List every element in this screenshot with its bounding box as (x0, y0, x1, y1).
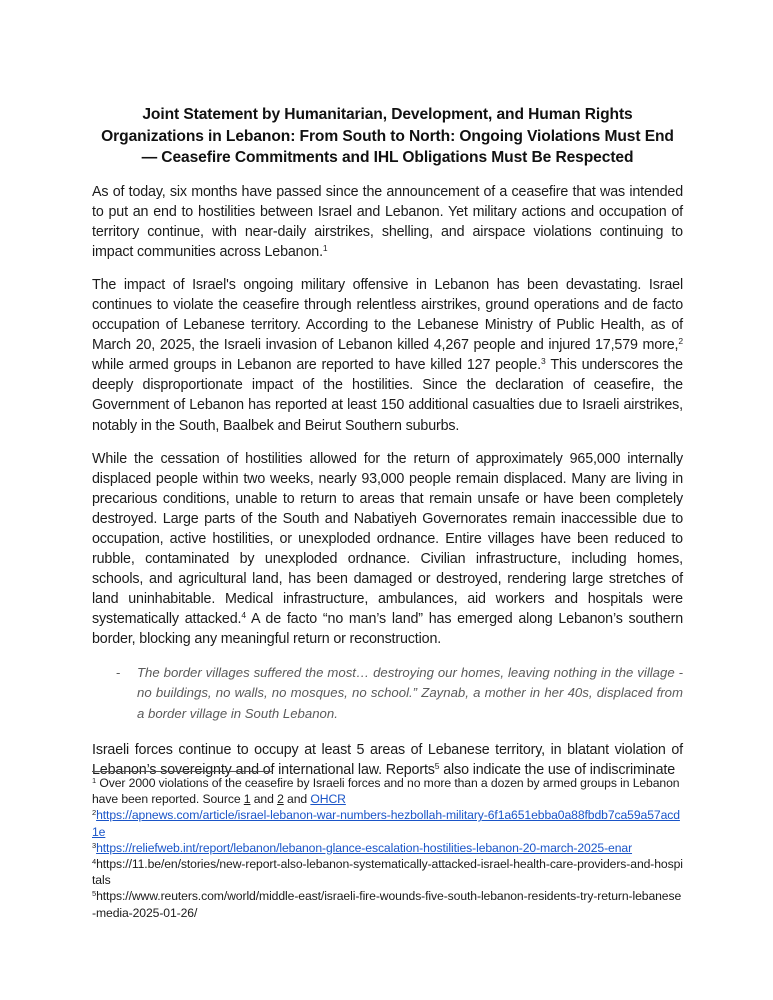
footnote-number: 2 (92, 808, 97, 818)
footnote-number: 3 (92, 840, 97, 850)
paragraph-text: while armed groups in Lebanon are reported to have killed 127 people. (92, 357, 542, 374)
paragraph-intro (92, 182, 683, 262)
source-link-1[interactable]: 1 (243, 792, 251, 807)
footnote-ref-1[interactable]: 1 (322, 242, 328, 253)
paragraph-displacement (92, 449, 683, 650)
footnote-4 (92, 856, 683, 888)
dash-bullet-icon: - (116, 664, 121, 680)
footnote-text: and (283, 792, 311, 807)
footnote-5 (92, 888, 683, 920)
footnotes-section (92, 771, 683, 921)
footnote-ref-2[interactable]: 2 (678, 336, 683, 347)
footnote-number: 4 (92, 857, 97, 867)
footnote-ref-4[interactable]: 4 (241, 610, 246, 621)
paragraph-text: While the cessation of hostilities allowed for the return of approximately 965,000 internally displaced people within two weeks, nearly 93,000 people remain displaced. Many are living in precarious conditions, unable to return to areas that remain unsafe or have been completely destroyed. Large parts of the South and Nabatiyeh Governorates remain inaccessible due to occupation, active hostilities, or unexploded ordnance. Entire villages have been reduced to rubble, contaminated by unexploded ordnance. Civilian infrastructure, including homes, schools, and agricultural land, has been damaged or destroyed, rendering large stretches of land uninhabitable. Medical infrastructure, ambulances, aid workers and hospitals were systematically attacked. (92, 450, 683, 628)
paragraph-text: This underscores the deeply disproportionate impact of the hostilities. Since the declaration of ceasefire, the Government of Lebanon has reported at least 150 additional casualties due to Israeli airstrikes, notably in the South, Baalbek and Beirut Southern suburbs. (92, 357, 683, 434)
reliefweb-link[interactable]: https://reliefweb.int/report/lebanon/lebanon-glance-escalation-hostilities-lebanon-20-march-2025-enar (96, 840, 633, 855)
source-link-2[interactable]: 2 (277, 792, 284, 807)
paragraph-text: The impact of Israel's ongoing military offensive in Lebanon has been devastating. Israel continues to violate the ceasefire through relentless airstrikes, ground operations and de facto occupation of Lebanese territory. According to the Lebanese Ministry of Public Health, as of March 20, 2025, the Israeli invasion of Lebanon killed 4,267 people and injured 17,579 more, (92, 276, 683, 354)
quote-text: The border villages suffered the most… destroying our homes, leaving nothing in the village - no buildings, no walls, no mosques, no school.” Zaynab, a mother in her 40s, displaced from a border village in South Lebanon. (137, 664, 683, 721)
footnote-text: Over 2000 violations of the ceasefire by Israeli forces and no more than a dozen by armed groups in Lebanon have been reported. Source (92, 776, 680, 807)
footnote-3 (92, 840, 683, 856)
footnote-ref-5[interactable]: 5 (434, 761, 440, 772)
ohcr-link[interactable]: OHCR (310, 792, 346, 807)
paragraph-impact (92, 275, 683, 436)
document-title: Joint Statement by Humanitarian, Development, and Human Rights Organizations in Lebanon: From South to North: Ongoing Violations Must End — Ceasefire Commitments and IHL Obligations Must Be Respected (101, 106, 674, 166)
testimony-quote (92, 663, 683, 725)
footnote-number: 5 (92, 889, 97, 899)
paragraph-text: Israeli forces continue to occupy at least 5 areas of Lebanese territory, in blatant violation of Lebanon’s sovereignty and of international law. Reports (92, 742, 683, 779)
footnote-separator (92, 771, 273, 772)
paragraph-text: As of today, six months have passed since the announcement of a ceasefire that was intended to put an end to hostilities between Israel and Lebanon. Yet military actions and occupation of territory continue, with near-daily airstrikes, shelling, and airspace violations continuing to impact communities across Lebanon. (92, 183, 683, 260)
paragraph-text: A de facto “no man’s land” has emerged along Lebanon’s southern border, blocking any meaningful return or reconstruction. (92, 611, 683, 648)
footnote-ref-3[interactable]: 3 (541, 356, 546, 367)
document-page (92, 104, 683, 793)
footnote-number: 1 (92, 776, 97, 785)
paragraph-text: also indicate the use of indiscriminate (439, 762, 676, 779)
footnote-2 (92, 807, 683, 839)
footnote-url-text: https://11.be/en/stories/new-report-also-lebanon-systematically-attacked-israel-health-care-providers-and-hospitals (92, 857, 683, 888)
footnote-1 (92, 775, 683, 807)
footnote-url-text: https://www.reuters.com/world/middle-east/israeli-fire-wounds-five-south-lebanon-residents-try-return-lebanese-media-2025-01-26/ (92, 889, 682, 920)
footnote-text: and (250, 792, 278, 807)
apnews-link[interactable]: https://apnews.com/article/israel-lebanon-war-numbers-hezbollah-military-6f1a651ebba0a88fbdb7ca59a57acd1e (92, 808, 680, 839)
